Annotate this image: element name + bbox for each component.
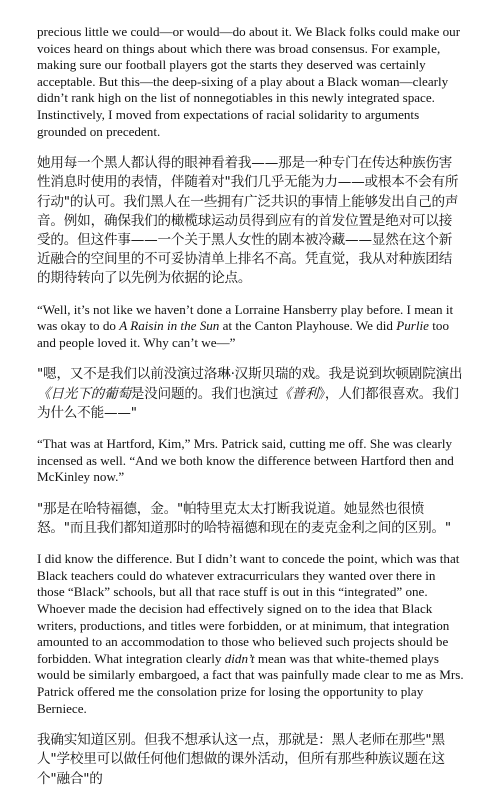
paragraph-text: precious little we could—or would—do about it. We Black folks could make our voices heard on things about which there was broad consensus. For example, making sure our football players got the starts they deserved was certainly acceptable. But this—the deep-sixing of a play about a Black woman—clearly didn’t rank high on the list of nonnegotiables in this newly integrated space. Instinctively, I moved from expectations of racial solidarity to arguments grounded on precedent. — [37, 24, 461, 139]
paragraph-text: too and people loved it. Why can’t we—” — [37, 318, 449, 350]
paragraph-english — [37, 436, 465, 486]
paragraph-text: "那是在哈特福德，金。"帕特里克太太打断我说道。她显然也很愤怒。"而且我们都知道那时的哈特福德和现在的麦克金利之间的区别。" — [37, 500, 451, 536]
paragraph-chinese — [37, 731, 465, 789]
paragraph-text: 》，人们都很喜欢。我们为什么不能——" — [37, 385, 459, 421]
italic-title-text: didn’t — [224, 650, 255, 666]
paragraph-text: 是没问题的。我们也演过 — [130, 385, 279, 402]
italic-title-text: A Raisin in the Sun — [119, 318, 220, 334]
paragraph-english — [37, 551, 465, 717]
paragraph-text: “Well, it’s not like we haven’t done a Lorraine Hansberry play before. I mean it was okay to do — [37, 301, 454, 334]
paragraph-text: I did know the difference. But I didn’t want to concede the point, which was that Black teachers could do whatever extracurriculars they wanted over there in those “Black” schools, but all that race stuff is out in this “integrated” one. Whoever made the decision had effectively signed on to the idea that Black writers, productions, and titles were forbidden, or at minimum, that integration amounted to an accommodation to those who believed such projects should be forbidden. What integration clearly — [37, 551, 460, 666]
paragraph-text: "嗯，又不是我们以前没演过洛琳·汉斯贝瑞的戏。我是说到坎顿剧院演出 — [37, 366, 463, 383]
italic-title-text: 《普利 — [278, 385, 319, 402]
paragraph-english — [37, 24, 465, 140]
paragraph-text: 她用每一个黑人都认得的眼神看着我——那是一种专门在传达种族伤害性消息时使用的表情，伴随着对"我们几乎无能为力——或根本不会有所行动"的认可。我们黑人在一些拥有广泛共识的事情上能够发出自己的声音。例如，确保我们的橄榄球运动员得到应有的首发位置是绝对可以接受的。但这件事——一个关于黑人女性的剧本被冷藏——显然在这个新近融合的空间里的不可妥协清单上排名不高。凭直觉，我从对种族团结的期待转向了以先例为依据的论点。 — [37, 155, 459, 287]
paragraph-chinese — [37, 500, 465, 538]
paragraph-chinese — [37, 154, 465, 288]
paragraph-english — [37, 302, 465, 352]
document-page — [37, 24, 465, 802]
italic-title-text: Purlie — [396, 318, 429, 334]
paragraph-text: “That was at Hartford, Kim,” Mrs. Patrick said, cutting me off. She was clearly incensed as well. “And we both know the difference between Hartford then and McKinley now.” — [37, 435, 454, 485]
italic-title-text: 《日光下的葡萄 — [37, 385, 131, 402]
paragraph-text: 我确实知道区别。但我不想承认这一点，那就是：黑人老师在那些"黑人"学校里可以做任何他们想做的课外活动，但所有那些种族议题在这个"融合"的 — [37, 732, 445, 787]
paragraph-text: at the Canton Playhouse. We did — [219, 318, 397, 334]
paragraph-text: mean was that white-themed plays would be similarly embargoed, a fact that was painfully made clear to me as Mrs. Patrick offered me the consolation prize for losing the opportunity to play Berniece. — [37, 650, 464, 716]
paragraph-chinese — [37, 365, 465, 423]
